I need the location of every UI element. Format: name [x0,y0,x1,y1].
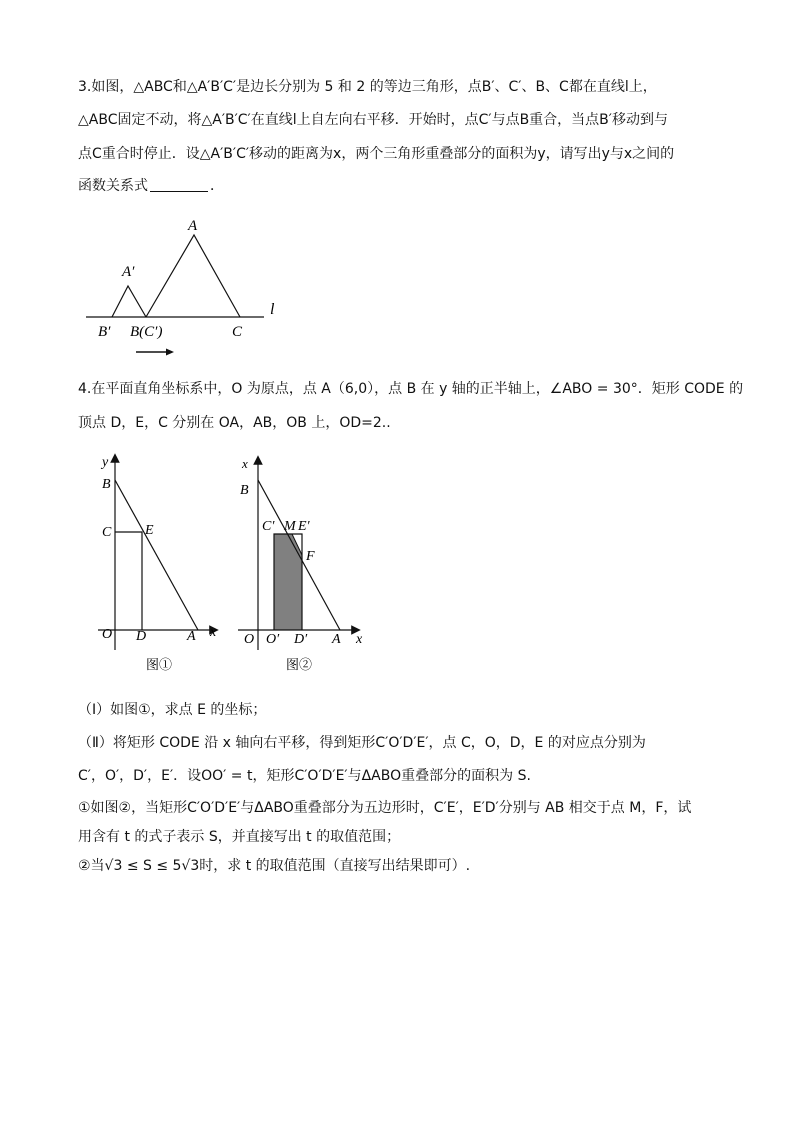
label-C: C [232,324,243,340]
q4-part-1: （Ⅰ）如图①，求点 E 的坐标； [78,702,267,718]
label-B-C-prime: B(C′) [130,324,163,340]
fig2-label-E-prime: E′ [298,519,310,534]
fig1-label-y: y [102,455,109,470]
fig2-caption: 图② [286,657,313,672]
segment-AB [115,480,198,630]
q4-part-2-line-1: （Ⅱ）将矩形 CODE 沿 x 轴向右平移，得到矩形C′O′D′E′，点 C，O，D，E 的对应点分别为 [78,735,646,751]
q4-line-2: 顶点 D，E，C 分别在 OA，AB，OB 上，OD=2.. [78,415,391,431]
q3-line-3: 点C重合时停止．设△A′B′C′移动的距离为x，两个三角形重叠部分的面积为y，请写出y与x之间的 [78,146,675,162]
q3-line-4-text: 函数关系式 [78,178,148,194]
fig2-label-C-prime: C′ [262,519,275,534]
q4-part-2-line-2: C′，O′，D′，E′．设OO′ = t，矩形C′O′D′E′与ΔABO重叠部分的面积为 S. [78,768,531,784]
overlap-pentagon [274,534,302,630]
fig1-label-C: C [102,525,112,540]
rectangle-CODE [115,532,142,630]
label-l: l [270,301,275,318]
q3-line-2: △ABC固定不动，将△A′B′C′在直线l上自左向右平移．开始时，点C′与点B重合，当点B′移动到与 [78,112,668,128]
q4-line-1: 4.在平面直角坐标系中，O 为原点，点 A（6,0），点 B 在 y 轴的正半轴上，∠ABO = 30°．矩形 CODE 的 [78,381,744,397]
arrow-head [166,349,174,356]
answer-blank [150,177,208,192]
q4-sub-1-line-2: 用含有 t 的式子表示 S，并直接写出 t 的取值范围； [78,829,401,845]
fig2-label-O: O [244,632,255,647]
fig1-caption: 图① [146,657,173,672]
q3-line-4-end: ． [210,178,224,194]
fig1-label-O: O [102,627,113,642]
q4-figure-1 [92,450,232,680]
q4-sub-1-line-1: ①如图②，当矩形C′O′D′E′与ΔABO重叠部分为五边形时，C′E′，E′D′分别与 AB 相交于点 M，F，试 [78,800,692,816]
q3-triangles-figure [80,210,300,360]
fig2-label-y: x [242,456,248,471]
fig1-label-B: B [102,477,111,492]
fig2-label-B: B [240,483,249,498]
q4-sub-2: ②当√3 ≤ S ≤ 5√3时，求 t 的取值范围（直接写出结果即可）. [78,858,471,874]
q3-line-4 [78,176,224,196]
small-triangle [112,286,146,317]
label-A: A [188,218,198,234]
fig2-label-A: A [332,632,341,647]
label-A-prime: A′ [122,264,135,280]
fig1-label-A: A [187,629,196,644]
label-B-prime: B′ [98,324,111,340]
fig2-label-O-prime: O′ [266,632,280,647]
q3-line-1: 3.如图，△ABC和△A′B′C′是边长分别为 5 和 2 的等边三角形，点B′、C′、B、C都在直线l上， [78,79,657,95]
fig2-label-D-prime: D′ [294,632,308,647]
fig2-label-F: F [306,549,315,564]
fig1-label-E: E [145,523,154,538]
fig2-label-M: M [284,519,296,534]
fig1-label-D: D [136,629,147,644]
large-triangle [146,235,240,317]
q4-figure-2 [230,450,380,680]
fig2-label-x: x [356,632,363,647]
fig1-label-x: x [210,625,217,640]
